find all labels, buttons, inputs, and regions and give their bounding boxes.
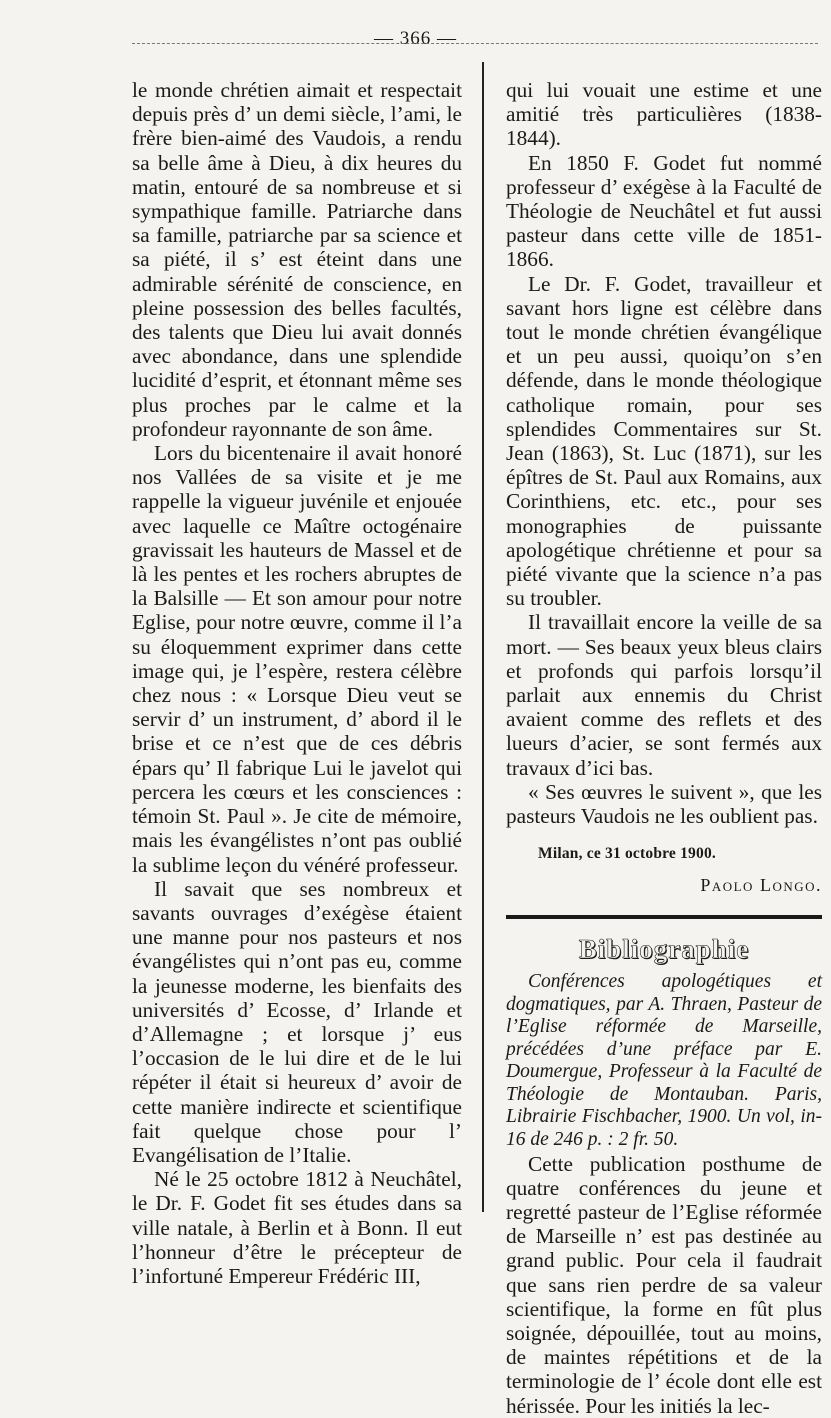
column-divider xyxy=(482,62,484,1212)
page-number-text: — 366 — xyxy=(368,28,463,49)
right-paragraph-4: Il travaillait encore la veille de sa mort. — Ses beaux yeux bleus clairs et profonds qui parfois lorsqu’il parlait aux ennemis du Christ avaient comme des reflets et des lueurs d’acier, se sont fermés aux travaux d’ici bas. xyxy=(506,610,822,780)
bibliography-body: Cette publication posthume de quatre conférences du jeune et regretté pasteur de l’Eglise réformée de Marseille n’ est pas destinée au grand public. Pour cela il faudrait que sans rien perdre de sa valeur scientifique, la forme en fût plus soignée, dépouillée, tout au moins, de maintes répétitions et de la terminologie de l’ école dont elle est hérissée. Pour les initiés la lec- xyxy=(506,1151,822,1418)
signature: Paolo Longo. xyxy=(700,874,822,895)
section-rule xyxy=(506,915,822,919)
left-paragraph-4: Né le 25 octobre 1812 à Neuchâtel, le Dr. F. Godet fit ses études dans sa ville natale, à Berlin et à Bonn. Il eut l’honneur d’être le précepteur de l’infortuné Empereur Frédéric III, xyxy=(132,1167,462,1288)
dateline: Milan, ce 31 octobre 1900. xyxy=(538,845,716,863)
page-number xyxy=(0,28,831,50)
left-paragraph-1: le monde chrétien aimait et respectait depuis près d’ un demi siècle, l’ami, le frère bien-aimé des Vaudois, a rendu sa belle âme à Dieu, à dix heures du matin, entouré de sa nombreuse et si sympathique famille. Patriarche dans sa famille, patriarche par sa science et sa piété, il s’ est éteint dans une admirable sérénité de conscience, en pleine possession des belles facultés, des talents que Dieu lui avait donnés avec abondance, dans une splendide lucidité d’esprit, et étonnant même ses plus proches par le calme et la profondeur rayonnante de son âme. xyxy=(132,78,462,441)
right-paragraph-2: En 1850 F. Godet fut nommé professeur d’ exégèse à la Faculté de Théologie de Neuchâtel et fut aussi pasteur dans cette ville de 1851-1866. xyxy=(506,150,822,272)
right-column xyxy=(506,78,822,1418)
left-paragraph-2: Lors du bicentenaire il avait honoré nos Vallées de sa visite et je me rappelle la vigueur juvénile et enjouée avec laquelle ce Maître octogénaire gravissait les hauteurs de Massel et de là les pentes et les rochers abruptes de la Balsille — Et son amour pour notre Eglise, pour notre œuvre, comme il l’a su éloquemment exprimer dans cette image qui, je l’espère, restera célèbre chez nous : « Lorsque Dieu veut se servir d’ un instrument, d’ abord il le brise et ce n’est que de ces débris épars qu’ Il fabrique Lui le javelot qui percera les cœurs et les consciences : témoin St. Paul ». Je cite de mémoire, mais les évangélistes n’ont pas oublié la sublime leçon du vénéré professeur. xyxy=(132,441,462,877)
bibliography-citation: Conférences apologétiques et dogmatiques, par A. Thraen, Pasteur de l’Eglise réformée de Marseille, précédées d’une préface par E. Doumergue, Professeur à la Faculté de Théologie de Montauban. Paris, Librairie Fischbacher, 1900. Un vol, in-16 de 246 p. : 2 fr. 50. xyxy=(506,970,822,1151)
right-paragraph-1: qui lui vouait une estime et une amitié très particulières (1838-1844). xyxy=(506,78,822,151)
bibliography-heading: Bibliographie xyxy=(578,933,750,964)
left-paragraph-3: Il savait que ses nombreux et savants ouvrages d’exégèse étaient une manne pour nos pasteurs et nos évangélistes qui n’ont pas eu, comme la jeunesse moderne, les bienfaits des universités d’ Ecosse, d’ Irlande et d’Allemagne ; et lorsque j’ eus l’occasion de le lui dire et de le lui répéter il était si heureux d’ avoir de cette manière indirecte et scientifique fait quelque chose pour l’ Evangélisation de l’Italie. xyxy=(132,876,462,1167)
right-paragraph-5: « Ses œuvres le suivent », que les pasteurs Vaudois ne les oublient pas. xyxy=(506,779,822,829)
right-paragraph-3: Le Dr. F. Godet, travailleur et savant hors ligne est célèbre dans tout le monde chrétien évangélique et un peu aussi, quoiqu’on s’en défende, dans le monde théologique catholique romain, pour ses splendides Commentaires sur St. Jean (1863), St. Luc (1871), sur les épîtres de St. Paul aux Romains, aux Corinthiens, etc. etc., pour ses monographies de puissante apologétique chrétienne et pour sa piété vivante que la science n’a pas su troubler. xyxy=(506,271,822,611)
header-rule xyxy=(132,43,818,44)
left-column xyxy=(132,78,462,1288)
